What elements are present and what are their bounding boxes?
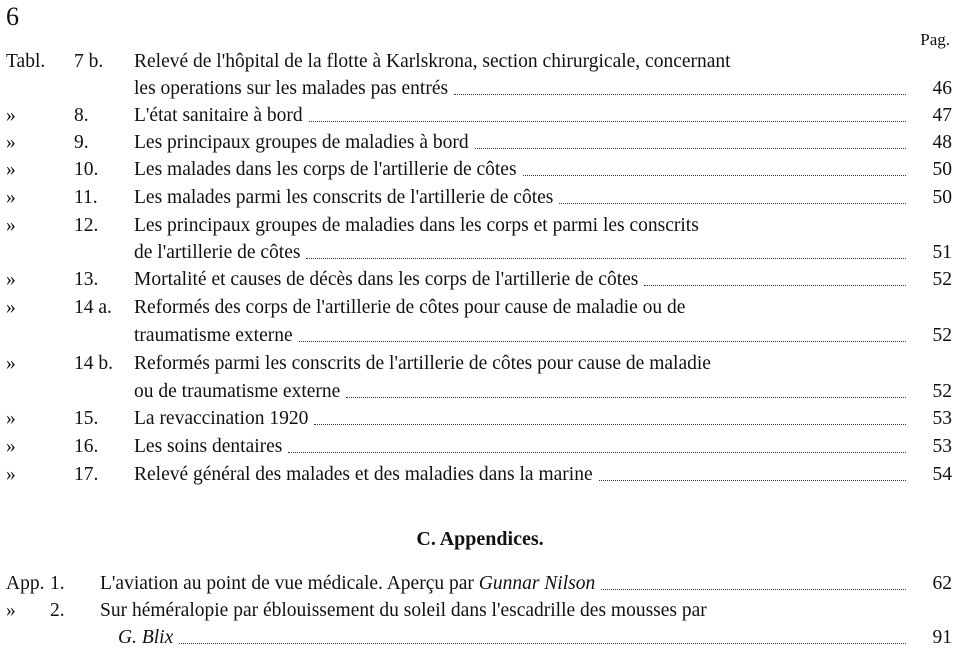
section-heading: C. Appendices. bbox=[416, 528, 544, 550]
entry-number: 11. bbox=[74, 187, 98, 208]
entry-title-line2: de l'artillerie de côtes bbox=[134, 242, 301, 263]
entry-title: L'aviation au point de vue médicale. Aperçu par bbox=[100, 573, 474, 594]
entry-prefix: » bbox=[6, 408, 16, 429]
toc-entry bbox=[0, 49, 960, 75]
leader-dots bbox=[309, 103, 906, 122]
toc-entry bbox=[0, 213, 960, 239]
toc-entry bbox=[0, 295, 960, 321]
toc-entry bbox=[0, 462, 960, 488]
toc-entry-continuation bbox=[0, 323, 960, 349]
entry-number: 1. bbox=[50, 573, 65, 594]
toc-entry-continuation bbox=[0, 240, 960, 266]
toc-entry bbox=[0, 157, 960, 183]
entry-number: 10. bbox=[74, 159, 99, 180]
toc-entry bbox=[0, 434, 960, 460]
entry-title: Les malades parmi les conscrits de l'artillerie de côtes bbox=[134, 187, 554, 208]
entry-prefix: » bbox=[6, 353, 16, 374]
toc-entry bbox=[0, 103, 960, 129]
leader-dots bbox=[179, 625, 906, 644]
leader-dots bbox=[523, 157, 906, 176]
entry-title: Les principaux groupes de maladies à bord bbox=[134, 132, 469, 153]
entry-number: 14 a. bbox=[74, 297, 112, 318]
entry-page: 51 bbox=[932, 242, 952, 263]
entry-number: 9. bbox=[74, 132, 89, 153]
entry-title: Mortalité et causes de décès dans les corps de l'artillerie de côtes bbox=[134, 269, 639, 290]
entry-page: 91 bbox=[932, 627, 952, 648]
entry-author: G. Blix bbox=[118, 627, 174, 648]
entry-title: Relevé général des malades et des maladies dans la marine bbox=[134, 464, 593, 485]
entry-number: 12. bbox=[74, 215, 99, 236]
entry-prefix: » bbox=[6, 159, 16, 180]
entry-page: 62 bbox=[932, 573, 952, 594]
entry-prefix: » bbox=[6, 215, 16, 236]
entry-title: Les soins dentaires bbox=[134, 436, 283, 457]
toc-entry bbox=[0, 351, 960, 377]
entry-title-line2: traumatisme externe bbox=[134, 325, 293, 346]
entry-page: 53 bbox=[932, 436, 952, 457]
entry-number: 8. bbox=[74, 105, 89, 126]
entry-title: Relevé de l'hôpital de la flotte à Karlskrona, section chirurgicale, concernant bbox=[134, 51, 731, 72]
entry-title: Reformés parmi les conscrits de l'artillerie de côtes pour cause de maladie bbox=[134, 353, 711, 374]
entry-page: 53 bbox=[932, 408, 952, 429]
entry-prefix: » bbox=[6, 600, 16, 621]
entry-page: 52 bbox=[932, 269, 952, 290]
entry-page: 50 bbox=[932, 159, 952, 180]
toc-entry bbox=[0, 185, 960, 211]
leader-dots bbox=[299, 323, 906, 342]
entry-title-line2: ou de traumatisme externe bbox=[134, 381, 341, 402]
entry-prefix: » bbox=[6, 436, 16, 457]
appendix-entry bbox=[0, 598, 960, 624]
toc-entry bbox=[0, 267, 960, 293]
entry-page: 47 bbox=[932, 105, 952, 126]
entry-number: 14 b. bbox=[74, 353, 113, 374]
entry-prefix: » bbox=[6, 187, 16, 208]
entry-prefix: App. bbox=[6, 573, 45, 594]
entry-title: Reformés des corps de l'artillerie de côtes pour cause de maladie ou de bbox=[134, 297, 686, 318]
entry-page: 54 bbox=[932, 464, 952, 485]
page-number: 6 bbox=[6, 2, 19, 31]
entry-page: 52 bbox=[932, 325, 952, 346]
entry-number: 7 b. bbox=[74, 51, 104, 72]
leader-dots bbox=[454, 76, 906, 95]
entry-number: 17. bbox=[74, 464, 99, 485]
entry-page: 48 bbox=[932, 132, 952, 153]
toc-entry bbox=[0, 406, 960, 432]
leader-dots bbox=[346, 379, 906, 398]
entry-prefix: » bbox=[6, 269, 16, 290]
entry-page: 52 bbox=[932, 381, 952, 402]
entry-prefix: » bbox=[6, 464, 16, 485]
leader-dots bbox=[475, 130, 906, 149]
appendix-entry-continuation bbox=[0, 625, 960, 651]
entry-title: Les principaux groupes de maladies dans les corps et parmi les conscrits bbox=[134, 215, 699, 236]
entry-prefix: Tabl. bbox=[6, 51, 46, 72]
toc-entry-continuation bbox=[0, 379, 960, 405]
entry-title: Les malades dans les corps de l'artillerie de côtes bbox=[134, 159, 517, 180]
entry-page: 46 bbox=[932, 78, 952, 99]
entry-title: Sur héméralopie par éblouissement du soleil dans l'escadrille des mousses par bbox=[100, 600, 707, 621]
entry-number: 2. bbox=[50, 600, 65, 621]
leader-dots bbox=[306, 240, 906, 259]
entry-prefix: » bbox=[6, 297, 16, 318]
toc-entry-continuation bbox=[0, 76, 960, 102]
entry-page: 50 bbox=[932, 187, 952, 208]
appendix-entry bbox=[0, 571, 960, 597]
entry-number: 15. bbox=[74, 408, 99, 429]
leader-dots bbox=[601, 571, 906, 590]
leader-dots bbox=[314, 406, 906, 425]
leader-dots bbox=[559, 185, 906, 204]
page-column-label: Pag. bbox=[920, 30, 950, 49]
toc-entry bbox=[0, 130, 960, 156]
entry-prefix: » bbox=[6, 132, 16, 153]
entry-number: 16. bbox=[74, 436, 99, 457]
entry-prefix: » bbox=[6, 105, 16, 126]
entry-number: 13. bbox=[74, 269, 99, 290]
entry-author: Gunnar Nilson bbox=[478, 573, 596, 594]
entry-title: La revaccination 1920 bbox=[134, 408, 309, 429]
entry-title-line2: les operations sur les malades pas entrés bbox=[134, 78, 449, 99]
entry-title: L'état sanitaire à bord bbox=[134, 105, 303, 126]
leader-dots bbox=[644, 267, 906, 286]
leader-dots bbox=[288, 434, 906, 453]
leader-dots bbox=[599, 462, 906, 481]
